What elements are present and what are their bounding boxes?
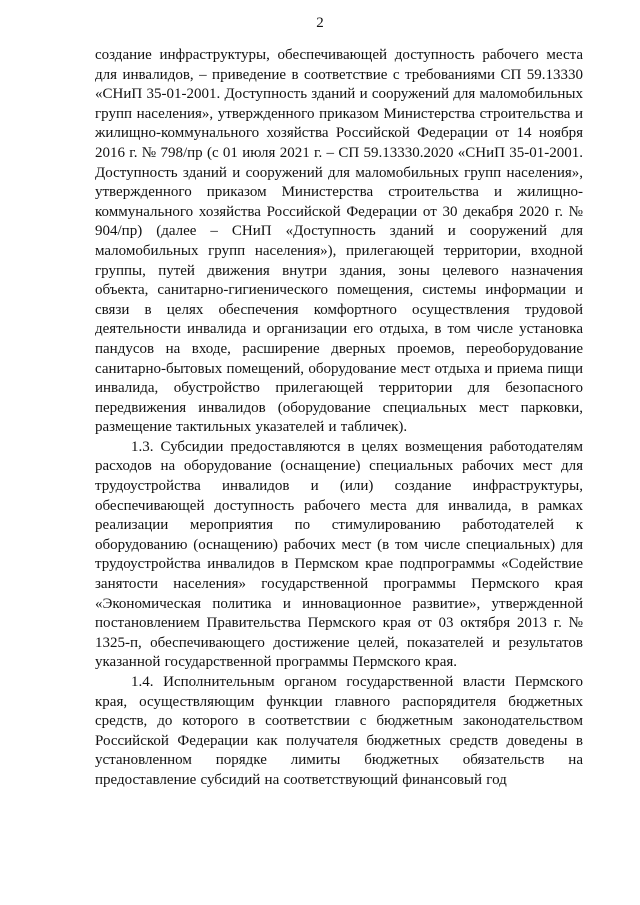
document-body (95, 46, 583, 791)
paragraph-1-4-executive-body: 1.4. Исполнительным органом государственной власти Пермского края, осуществляющим функции главного распорядителя бюджетных средств, до которого в соответствии с бюджетным законодательством Российской Федерации как получателя бюджетных средств доведены в установленном порядке лимиты бюджетных обязательств на предоставление субсидий на соответствующий финансовый год (95, 674, 583, 788)
page-number: 2 (316, 15, 324, 31)
paragraph-1-3-subsidy-purpose: 1.3. Субсидии предоставляются в целях возмещения работодателям расходов на оборудование (оснащение) специальных рабочих мест для трудоустройства инвалидов и (или) создание инфраструктуры, обеспечивающей доступность рабочего места для инвалида, в рамках реализации мероприятия по стимулированию работодателей к оборудованию (оснащению) рабочих мест (в том числе специальных) для трудоустройства инвалидов в Пермском крае подпрограммы «Содействие занятости населения» государственной программы Пермского края «Экономическая политика и инновационное развитие», утвержденной постановлением Правительства Пермского края от 03 октября 2013 г. № 1325-п, обеспечивающего достижение целей, показателей и результатов указанной государственной программы Пермского края. (95, 438, 583, 671)
paragraph-infrastructure-continuation: создание инфраструктуры, обеспечивающей доступность рабочего места для инвалидов, – приведение в соответствие с требованиями СП 59.13330 «СНиП 35-01-2001. Доступность зданий и сооружений для маломобильных групп населения», утвержденного приказом Министерства строительства и жилищно-коммунального хозяйства Российской Федерации от 14 ноября 2016 г. № 798/пр (с 01 июля 2021 г. – СП 59.13330.2020 «СНиП 35-01-2001. Доступность зданий и сооружений для маломобильных групп населения», утвержденного приказом Министерства строительства и жилищно-коммунального хозяйства Российской Федерации от 30 декабря 2020 г. № 904/пр) (далее – СНиП «Доступность зданий и сооружений для маломобильных групп населения»), прилегающей территории, входной группы, путей движения внутри здания, зоны целевого назначения объекта, санитарно-гигиенического помещения, системы информации и связи в целях обеспечения комфортного осуществления трудовой деятельности инвалида и организации его отдыха, в том числе установка пандусов на входе, расширение дверных проемов, переоборудование санитарно-бытовых помещений, оборудование мест отдыха и приема пищи инвалида, обустройство прилегающей территории для безопасного передвижения инвалидов (оборудование специальных мест парковки, размещение тактильных указателей и табличек). (95, 47, 583, 436)
